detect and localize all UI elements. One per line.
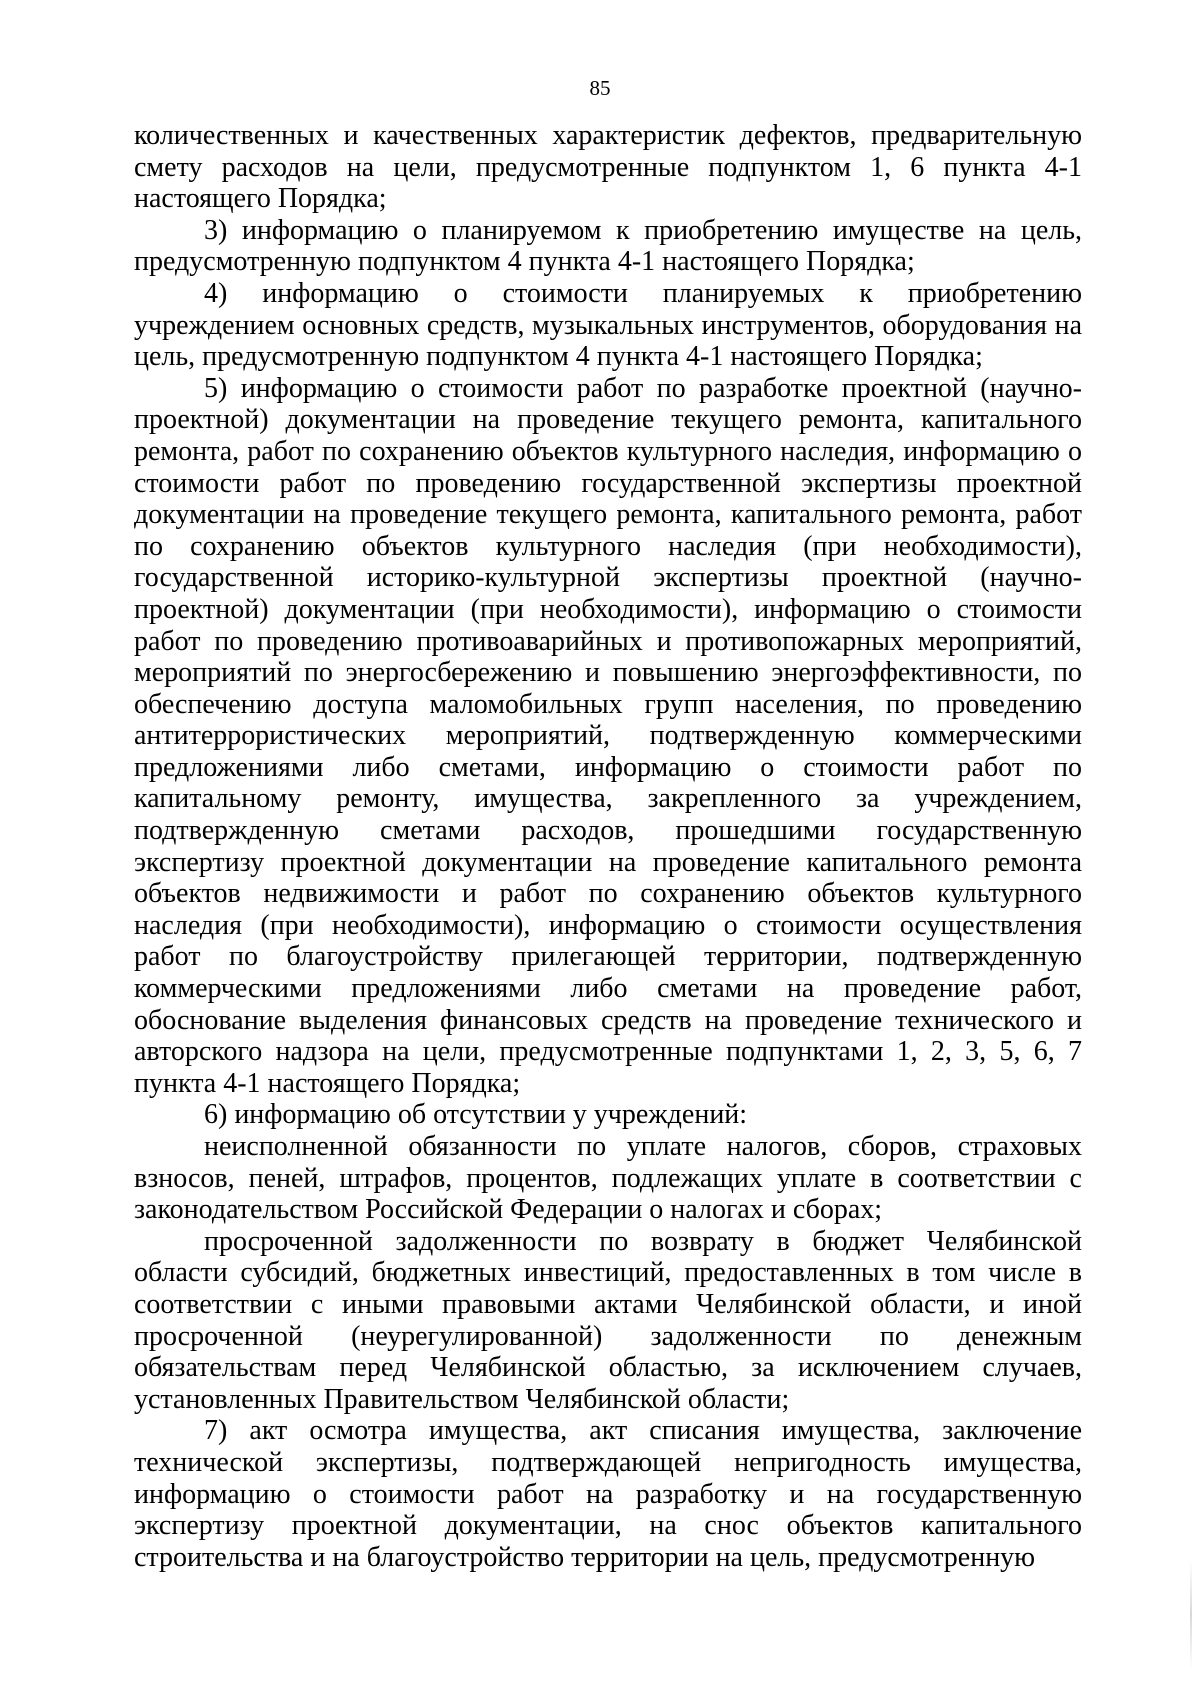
paragraph-item-6-taxes: неисполненной обязанности по уплате налогов, сборов, страховых взносов, пеней, штрафов, процентов, подлежащих уплате в соответствии с законодательством Российской Федерации о налогах и сборах;: [134, 1131, 1082, 1226]
paragraph-item-6-debts: просроченной задолженности по возврату в бюджет Челябинской области субсидий, бюджетных инвестиций, предоставленных в том числе в соответствии с иными правовыми актами Челябинской области, и иной просроченной (неурегулированной) задолженности по денежным обязательствам перед Челябинской областью, за исключением случаев, установленных Правительством Челябинской области;: [134, 1225, 1082, 1415]
paragraph-continuation: количественных и качественных характеристик дефектов, предварительную смету расходов на цели, предусмотренные подпунктом 1, 6 пункта 4-1 настоящего Порядка;: [134, 120, 1082, 215]
paragraph-item-5: 5) информацию о стоимости работ по разработке проектной (научно-проектной) документации на проведение текущего ремонта, капитального ремонта, работ по сохранению объектов культурного наследия, информацию о стоимости работ по проведению государственной экспертизы проектной документации на проведение текущего ремонта, капитального ремонта, работ по сохранению объектов культурного наследия (при необходимости), государственной историко-культурной экспертизы проектной (научно-проектной) документации (при необходимости), информацию о стоимости работ по проведению противоаварийных и противопожарных мероприятий, мероприятий по энергосбережению и повышению энергоэффективности, по обеспечению доступа маломобильных групп населения, по проведению антитеррористических мероприятий, подтвержденную коммерческими предложениями либо сметами, информацию о стоимости работ по капитальному ремонту, имущества, закрепленного за учреждением, подтвержденную сметами расходов, прошедшими государственную экспертизу проектной документации на проведение капитального ремонта объектов недвижимости и работ по сохранению объектов культурного наследия (при необходимости), информацию о стоимости осуществления работ по благоустройству прилегающей территории, подтвержденную коммерческими предложениями либо сметами на проведение работ, обоснование выделения финансовых средств на проведение технического и авторского надзора на цели, предусмотренные подпунктами 1, 2, 3, 5, 6, 7 пункта 4-1 настоящего Порядка;: [134, 372, 1082, 1099]
paragraph-item-4: 4) информацию о стоимости планируемых к приобретению учреждением основных средств, музыкальных инструментов, оборудования на цель, предусмотренную подпунктом 4 пункта 4-1 настоящего Порядка;: [134, 277, 1082, 373]
page-number: 85: [589, 76, 611, 100]
paragraph-item-7: 7) акт осмотра имущества, акт списания имущества, заключение технической экспертизы, подтверждающей непригодность имущества, информацию о стоимости работ на разработку и на государственную экспертизу проектной документации, на снос объектов капитального строительства и на благоустройство территории на цель, предусмотренную: [134, 1415, 1082, 1573]
document-body: [134, 120, 1082, 1573]
scan-edge-mark: [1190, 1560, 1192, 1670]
paragraph-item-6: 6) информацию об отсутствии у учреждений:: [204, 1099, 748, 1131]
paragraph-item-3: 3) информацию о планируемом к приобретению имуществе на цель, предусмотренную подпунктом 4 пункта 4-1 настоящего Порядка;: [134, 214, 1082, 278]
